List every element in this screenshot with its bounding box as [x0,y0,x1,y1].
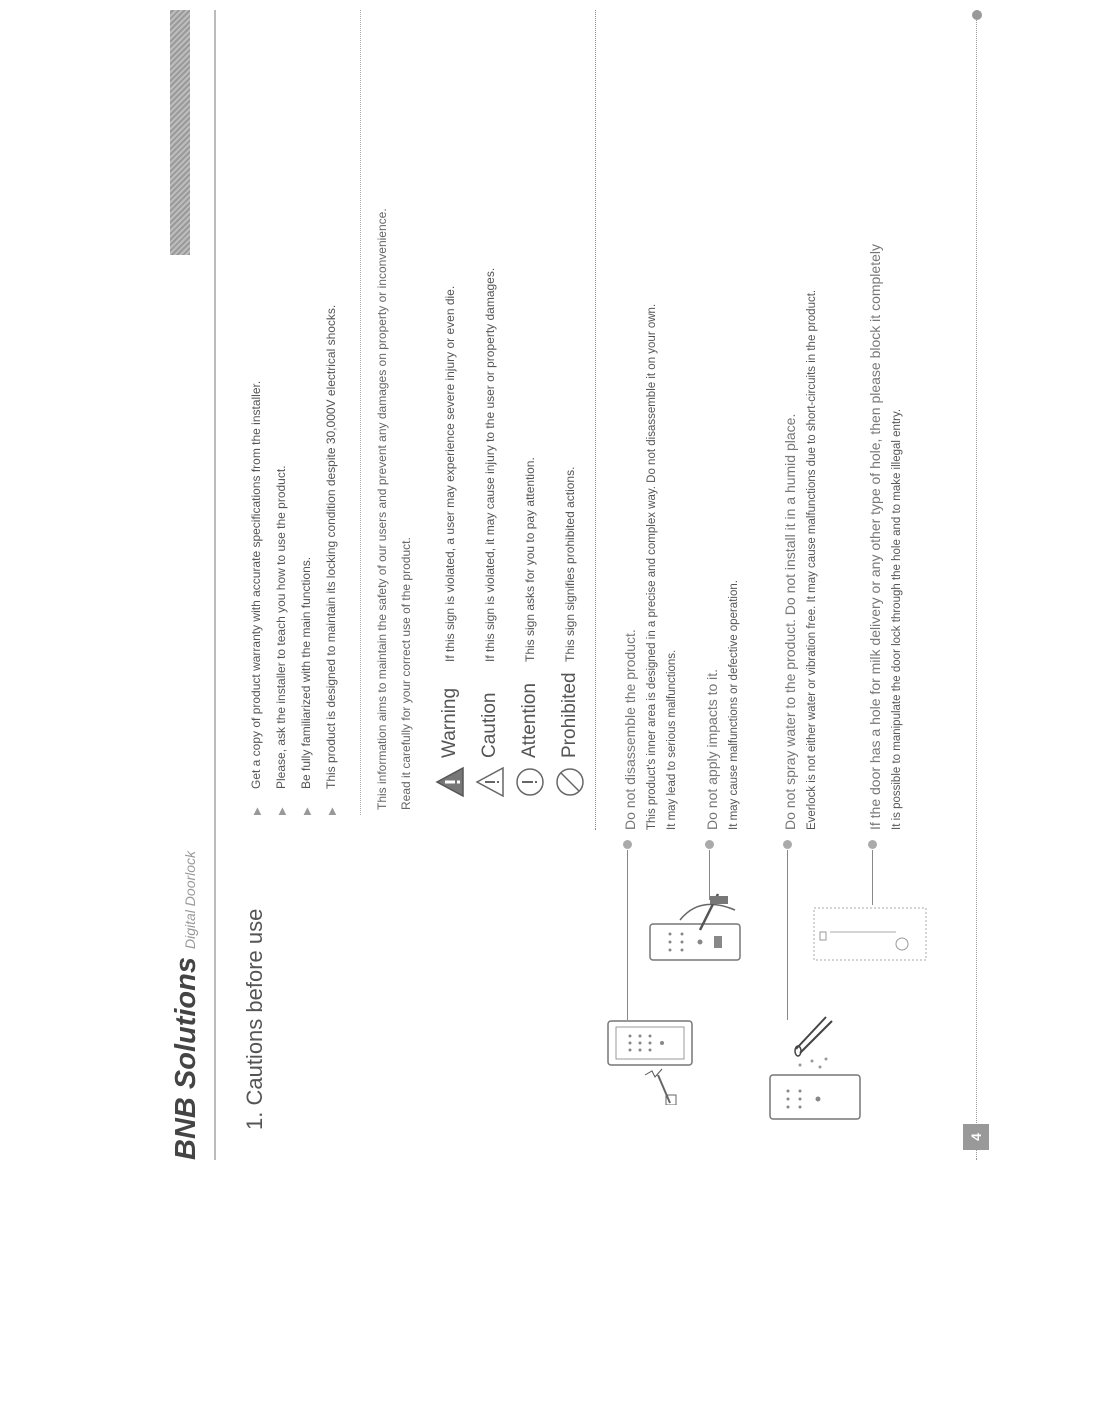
caution-heading: Do not disassemble the product. [622,629,638,830]
bullet-dot [705,840,714,849]
caution-item [618,10,700,830]
header-rule [214,10,216,1160]
sign-word: Prohibited [559,672,580,758]
page-number: 4 [963,1124,989,1150]
intro-item-text: Please, ask the installer to teach you how to use the product. [274,465,288,789]
caution-heading: Do not spray water to the product. Do not install it in a humid place. [782,413,798,830]
sign-row-prohibited [550,20,590,800]
warning-icon [432,764,468,800]
caution-text: This product's inner area is designed in a precise and complex way. Do not disassemble it on your own. [646,303,658,830]
prohibited-icon [552,764,588,800]
attention-icon [512,764,548,800]
footer-rule [976,10,977,1160]
triangle-bullet-icon: ▶ [277,807,288,815]
caution-heading: If the door has a hole for milk delivery or any other type of hole, then please block it completely [867,244,883,830]
intro-item-text: This product is designed to maintain its locking condition despite 30,000V electrical shocks. [324,304,338,789]
divider [360,10,361,815]
intro-item [319,15,344,815]
sign-row-caution [470,20,510,800]
sign-desc: If this sign is violated, it may cause injury to the user or property damages. [483,267,497,662]
caution-item [700,10,778,830]
intro-list [244,15,344,815]
brand-logo [170,851,203,1160]
caution-item [778,10,863,830]
bullet-dot [623,840,632,849]
doorlock-screwdriver-illustration [600,1015,705,1105]
triangle-bullet-icon: ▶ [252,807,263,815]
doorlock-water-spray-illustration [760,1015,875,1125]
section-title: 1. Cautions before use [242,908,267,1130]
caution-icon [472,764,508,800]
intro-item-text: Get a copy of product warranty with accurate specifications from the installer. [249,380,263,789]
connector-line [787,850,788,1020]
sign-word: Attention [519,683,540,758]
footer-end-dot [972,10,982,20]
sign-desc: If this sign is violated, a user may experience severe injury or even die. [443,285,457,662]
sign-legend [430,20,590,800]
sign-row-attention [510,20,550,800]
info-line: This information aims to maintain the safety of our users and prevent any damages on property or inconvenience. [375,208,389,810]
caution-item [863,10,907,830]
door-hole-illustration [810,900,935,970]
header-band [170,10,190,255]
bullet-dot [783,840,792,849]
intro-item [244,15,269,815]
caution-heading: Do not apply impacts to it. [704,668,720,830]
triangle-bullet-icon: ▶ [302,807,313,815]
rotated-page [170,10,1116,1160]
brand-name: BNB Solutions [170,957,202,1160]
info-intro [370,208,418,810]
connector-line [627,850,628,1020]
divider [595,10,596,830]
caution-text: Everlock is not either water or vibration free. It may cause malfunctions due to short-circuits in the product. [806,289,818,830]
intro-item-text: Be fully familiarized with the main functions. [299,556,313,789]
sign-row-warning [430,20,470,800]
triangle-bullet-icon: ▶ [327,807,338,815]
doorlock-hammer-illustration [640,890,765,990]
connector-line [872,850,873,905]
brand-subtitle: Digital Doorlock [182,850,198,949]
caution-text: It is possible to manipulate the door lock through the hole and to make illegal entry. [891,408,903,830]
sign-desc: This sign asks for you to pay attention. [523,457,537,662]
intro-item [269,15,294,815]
caution-text: It may lead to serious malfunctions. [666,649,678,830]
sign-desc: This sign signifies prohibited actions. [563,466,577,662]
intro-item [294,15,319,815]
info-line: Read it carefully for your correct use of the product. [399,537,413,810]
sign-word: Warning [439,687,460,758]
cautions-list [618,10,907,830]
sign-word: Caution [479,692,500,758]
bullet-dot [868,840,877,849]
caution-text: It may cause malfunctions or defective operation. [728,580,740,830]
